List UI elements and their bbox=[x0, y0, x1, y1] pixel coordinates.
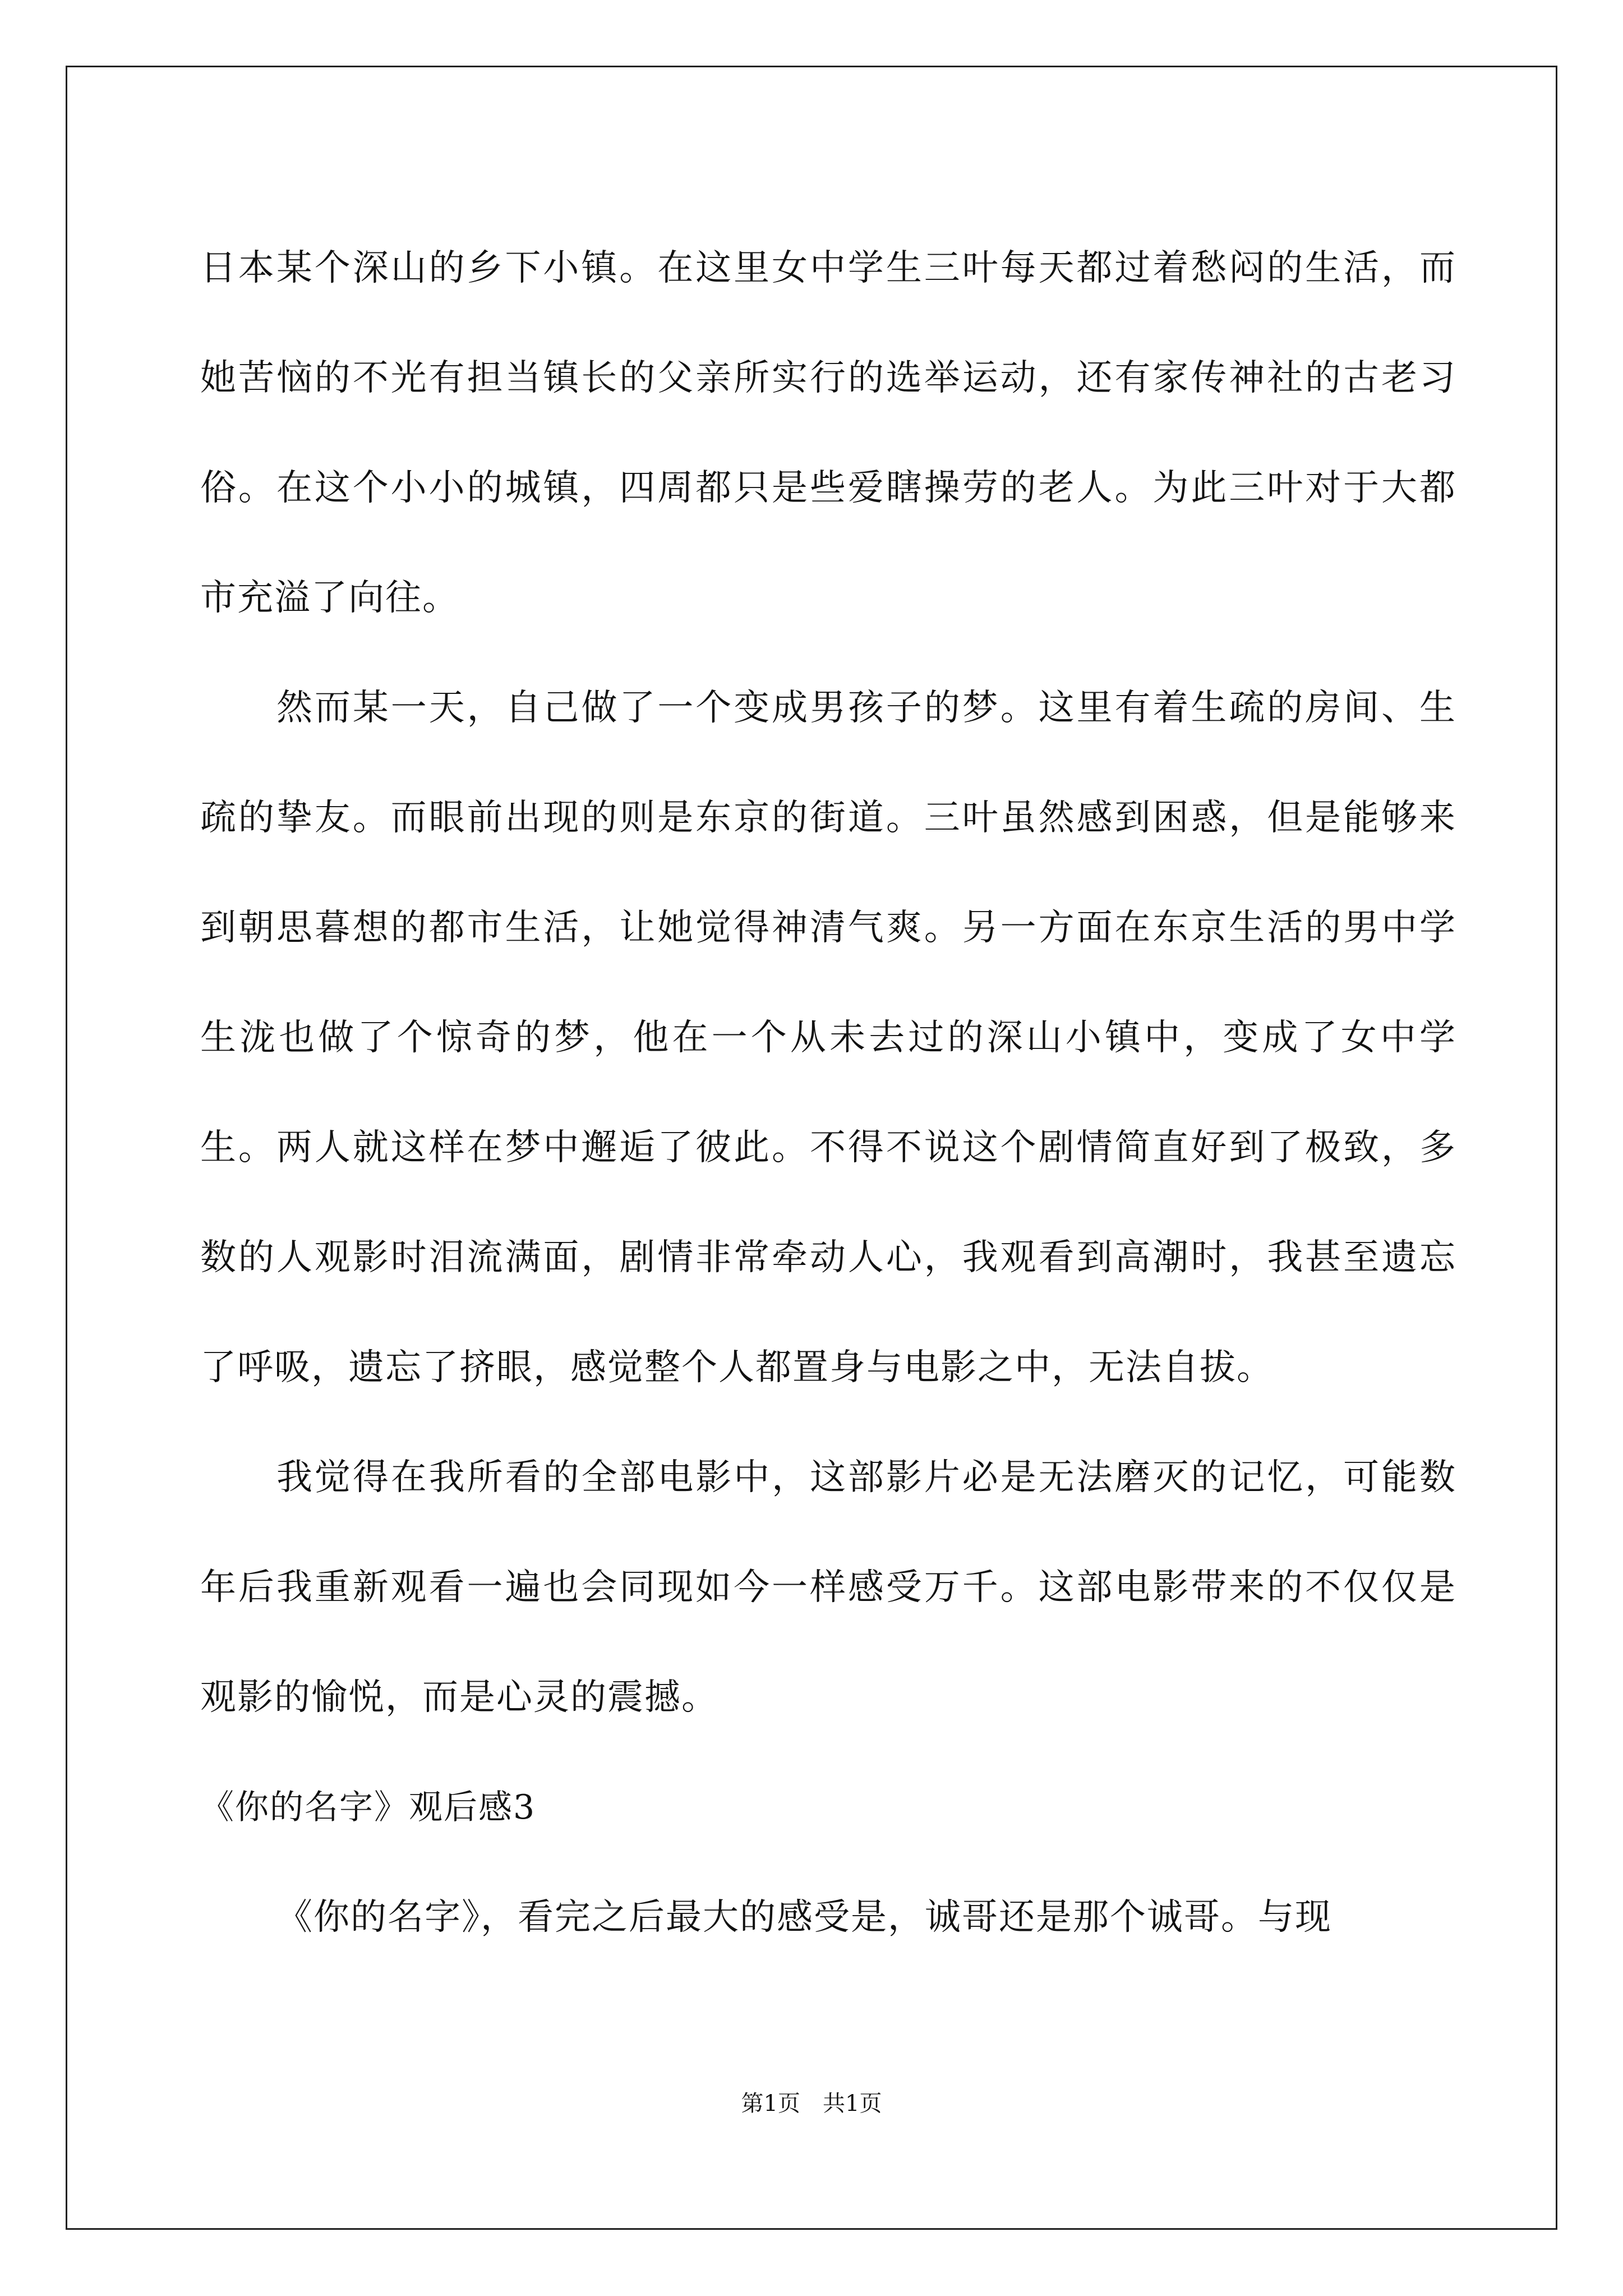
paragraph-4: 《你的名字》，看完之后最大的感受是，诚哥还是那个诚哥。与现 bbox=[276, 1897, 1332, 1938]
document-body bbox=[200, 213, 1456, 1972]
paragraph-3: 我觉得在我所看的全部电影中，这部影片必是无法磨灭的记忆，可能数年后我重新观看一遍也会同现如今一样感受万千。这部电影带来的不仅仅是观影的愉悦，而是心灵的震撼。 bbox=[200, 1457, 1456, 1718]
paragraph-2: 然而某一天，自己做了一个变成男孩子的梦。这里有着生疏的房间、生疏的挚友。而眼前出现的则是东京的街道。三叶虽然感到困惑，但是能够来到朝思暮想的都市生活，让她觉得神清气爽。另一方面在东京生活的男中学生泷也做了个惊奇的梦，他在一个从未去过的深山小镇中，变成了女中学生。两人就这样在梦中邂逅了彼此。不得不说这个剧情简直好到了极致，多数的人观影时泪流满面，剧情非常牵动人心，我观看到高潮时，我甚至遗忘了呼吸，遗忘了挤眼，感觉整个人都置身与电影之中，无法自拔。 bbox=[200, 687, 1456, 1388]
paragraph-1: 日本某个深山的乡下小镇。在这里女中学生三叶每天都过着愁闷的生活，而她苦恼的不光有担当镇长的父亲所实行的选举运动，还有家传神社的古老习俗。在这个小小的城镇，四周都只是些爱瞎操劳的老人。为此三叶对于大都市充溢了向往。 bbox=[200, 247, 1456, 619]
section-heading: 《你的名字》观后感3 bbox=[200, 1788, 536, 1827]
page-footer: 第1页 共1页 bbox=[741, 2091, 882, 2116]
